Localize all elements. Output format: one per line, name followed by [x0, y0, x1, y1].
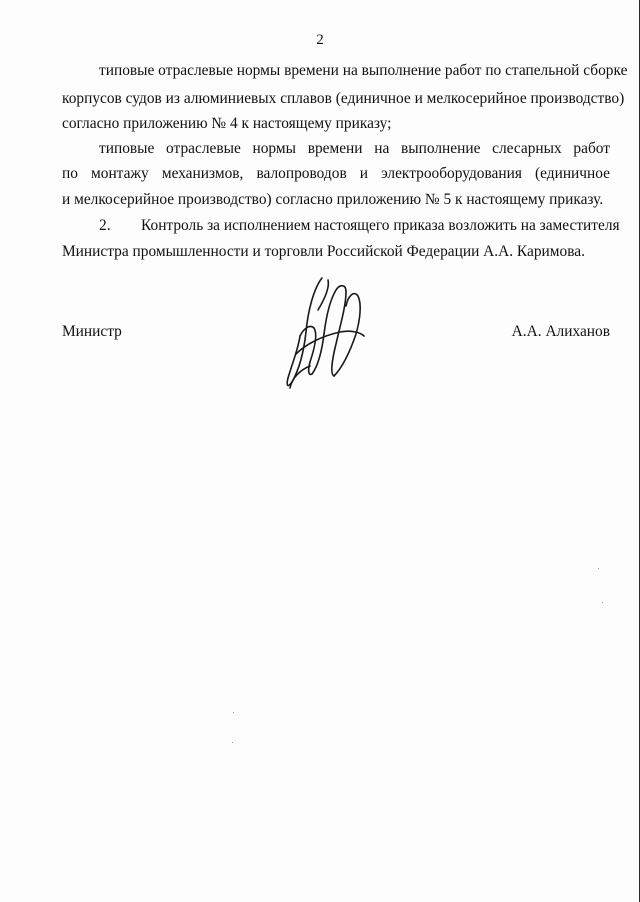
paragraph-2-line-3: и мелкосерийное производство) согласно приложению № 5 к настоящему приказу.: [62, 191, 604, 208]
paragraph-2-line-2: по монтажу механизмов, валопроводов и электрооборудования (единичное: [62, 165, 610, 182]
paragraph-2-line-1: типовые отраслевые нормы времени на выполнение слесарных работ: [99, 140, 610, 157]
scan-speck: [602, 602, 603, 603]
scan-speck: [232, 742, 233, 743]
item-2-line-1: Контроль за исполнением настоящего приказа возложить на заместителя: [141, 217, 620, 234]
scan-speck: [233, 712, 234, 713]
scan-speck: [598, 568, 599, 569]
signer-name: А.А. Алиханов: [511, 323, 610, 340]
page-number: 2: [316, 32, 324, 48]
paragraph-1-line-3: согласно приложению № 4 к настоящему приказу;: [62, 115, 392, 132]
handwritten-signature: [270, 270, 380, 395]
paragraph-1-line-2: корпусов судов из алюминиевых сплавов (единичное и мелкосерийное производство): [62, 90, 625, 107]
item-2-number: 2.: [99, 217, 111, 234]
item-2-line-2: Министра промышленности и торговли Российской Федерации А.А. Каримова.: [62, 243, 585, 260]
paragraph-1-line-1: типовые отраслевые нормы времени на выполнение работ по стапельной сборке: [99, 62, 628, 79]
signer-title: Министр: [62, 323, 122, 340]
